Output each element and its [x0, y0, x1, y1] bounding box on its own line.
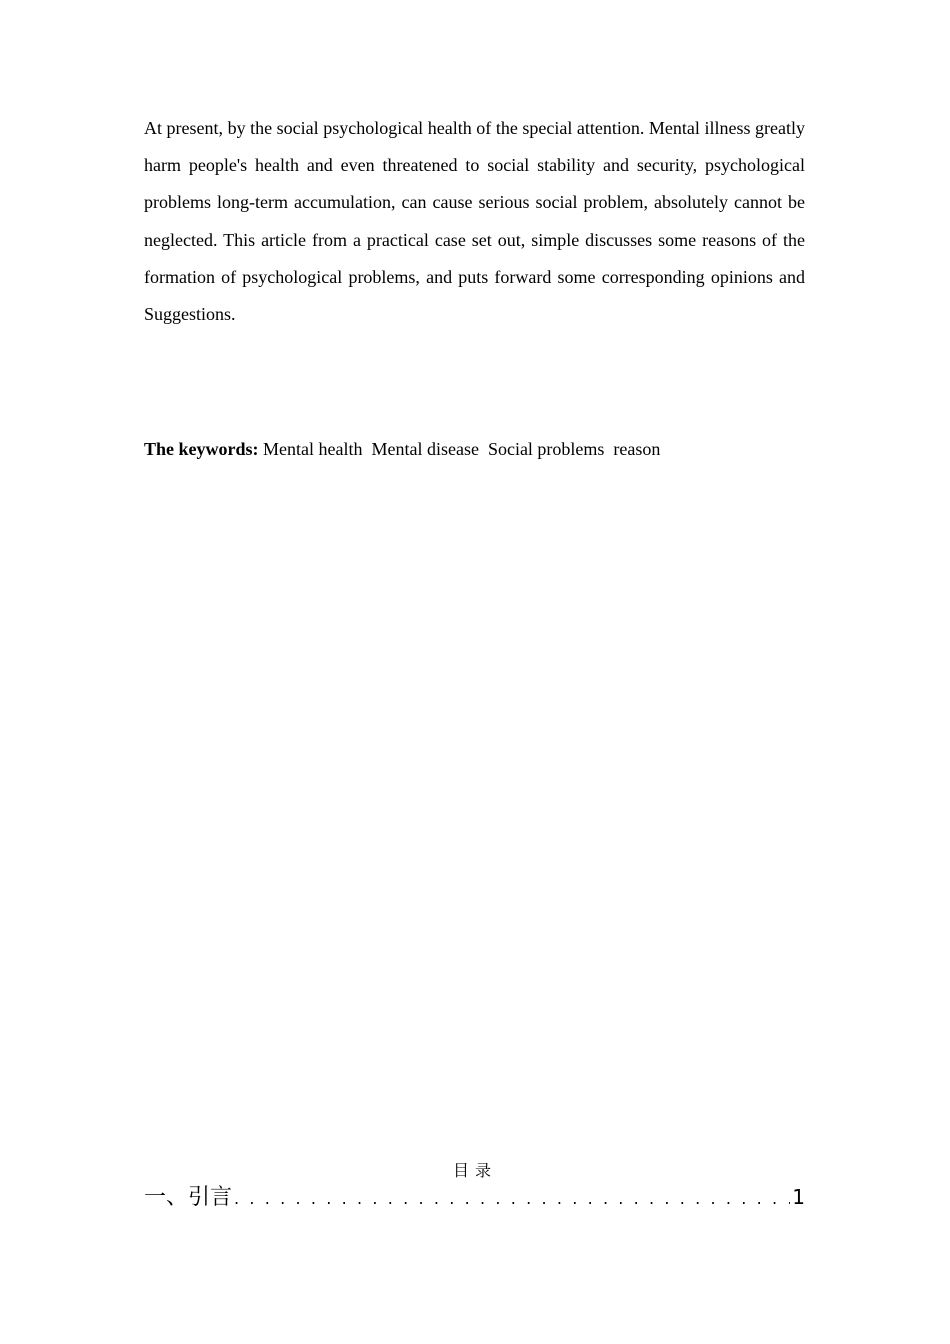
toc-entry-introduction[interactable]: [144, 1180, 805, 1214]
toc-entry-page-number: 1: [792, 1185, 805, 1209]
keywords-line: [144, 432, 805, 466]
toc-title: 目录: [452, 1161, 497, 1180]
abstract-paragraph: At present, by the social psychological health of the special attention. Mental illness greatly harm people's health and even threatened to social stability and security, psychological problems long-term accumulation, can cause serious social problem, absolutely cannot be neglected. This article from a practical case set out, simple discusses some reasons of the formation of psychological problems, and puts forward some corresponding opinions and Suggestions.: [144, 118, 805, 325]
toc-entry-label: 一、引言: [144, 1185, 233, 1210]
toc-dot-leader: [234, 1182, 790, 1216]
keywords-label: The keywords:: [144, 439, 259, 459]
keywords-list: Mental health Mental disease Social problems reason: [263, 439, 661, 459]
